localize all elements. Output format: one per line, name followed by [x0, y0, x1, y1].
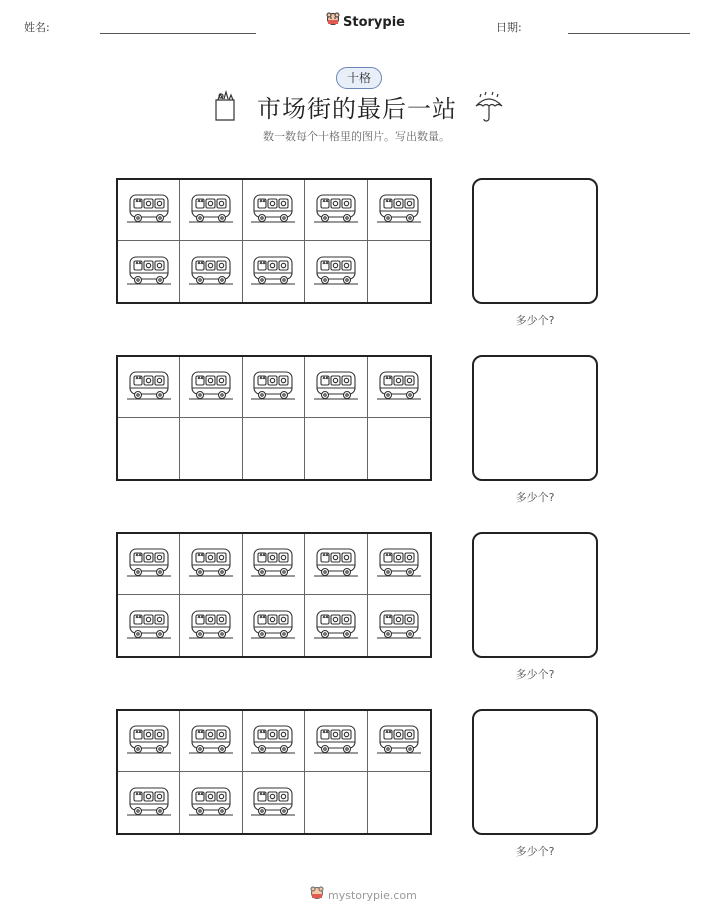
bus-icon: [251, 722, 295, 760]
ten-frame-cell: [305, 772, 367, 833]
bus-icon: [377, 545, 421, 583]
ten-frame-cell: [368, 711, 430, 772]
bus-icon: [127, 722, 171, 760]
ten-frame-cell: [305, 418, 367, 479]
ten-frame-cell: [243, 595, 305, 656]
ten-frame: [116, 355, 432, 481]
ten-frame-cell: [180, 418, 242, 479]
umbrella-icon: [473, 90, 505, 128]
ten-frame-cell: [180, 180, 242, 241]
ten-frame: [116, 709, 432, 835]
ten-frame-cell: [368, 241, 430, 302]
bus-icon: [127, 784, 171, 822]
ten-frame-cell: [305, 241, 367, 302]
ten-frame-cell: [118, 180, 180, 241]
ten-frame-cell: [368, 357, 430, 418]
answer-box[interactable]: [472, 709, 598, 835]
ten-frame-cell: [243, 180, 305, 241]
bus-icon: [251, 784, 295, 822]
mascot-icon: [326, 12, 340, 32]
ten-frame-cell: [243, 534, 305, 595]
how-many-label: 多少个?: [515, 314, 555, 327]
ten-frame-cell: [118, 772, 180, 833]
ten-frame-cell: [368, 772, 430, 833]
bus-icon: [314, 368, 358, 406]
ten-frame-cell: [305, 534, 367, 595]
ten-frame-cell: [243, 241, 305, 302]
bus-icon: [189, 253, 233, 291]
name-line[interactable]: [100, 33, 256, 34]
ten-frame-cell: [180, 534, 242, 595]
ten-frame-cell: [180, 357, 242, 418]
how-many-label: 多少个?: [515, 668, 555, 681]
bus-icon: [314, 545, 358, 583]
bus-icon: [127, 368, 171, 406]
page-title: 市场街的最后一站: [257, 95, 457, 123]
bus-icon: [189, 191, 233, 229]
bus-icon: [127, 253, 171, 291]
ten-frame-cell: [243, 711, 305, 772]
instructions: 数一数每个十格里的图片。写出数量。: [263, 130, 450, 143]
ten-frame-cell: [368, 180, 430, 241]
date-label: 日期:: [496, 21, 522, 34]
ten-frame-cell: [118, 357, 180, 418]
bus-icon: [127, 545, 171, 583]
ten-frame-cell: [118, 534, 180, 595]
footer: [310, 886, 417, 905]
ten-frame-cell: [305, 357, 367, 418]
bus-icon: [314, 722, 358, 760]
ten-frame-cell: [118, 711, 180, 772]
grocery-bag-icon: [212, 90, 238, 126]
ten-frame: [116, 178, 432, 304]
ten-frame-cell: [243, 357, 305, 418]
bus-icon: [189, 545, 233, 583]
brand-logo: [326, 12, 405, 32]
bus-icon: [189, 722, 233, 760]
bus-icon: [127, 191, 171, 229]
mascot-icon: [310, 886, 324, 905]
ten-frame-cell: [180, 772, 242, 833]
answer-box[interactable]: [472, 178, 598, 304]
ten-frame: [116, 532, 432, 658]
bus-icon: [251, 607, 295, 645]
answer-box[interactable]: [472, 355, 598, 481]
ten-frame-cell: [305, 711, 367, 772]
how-many-label: 多少个?: [515, 845, 555, 858]
how-many-label: 多少个?: [515, 491, 555, 504]
bus-icon: [314, 191, 358, 229]
ten-frame-cell: [180, 595, 242, 656]
ten-frame-cell: [180, 711, 242, 772]
bus-icon: [189, 607, 233, 645]
ten-frame-cell: [180, 241, 242, 302]
ten-frame-cell: [368, 418, 430, 479]
date-line[interactable]: [568, 33, 690, 34]
bus-icon: [127, 607, 171, 645]
ten-frame-cell: [118, 418, 180, 479]
bus-icon: [251, 191, 295, 229]
ten-frame-cell: [305, 180, 367, 241]
bus-icon: [189, 784, 233, 822]
ten-frame-cell: [305, 595, 367, 656]
footer-url[interactable]: mystorypie.com: [328, 889, 417, 902]
bus-icon: [377, 191, 421, 229]
bus-icon: [251, 545, 295, 583]
ten-frame-cell: [368, 534, 430, 595]
brand-name: Storypie: [343, 14, 405, 30]
bus-icon: [314, 253, 358, 291]
ten-frame-cell: [243, 418, 305, 479]
bus-icon: [314, 607, 358, 645]
bus-icon: [377, 607, 421, 645]
bus-icon: [251, 368, 295, 406]
bus-icon: [377, 722, 421, 760]
bus-icon: [377, 368, 421, 406]
ten-frame-cell: [118, 241, 180, 302]
bus-icon: [189, 368, 233, 406]
name-label: 姓名:: [24, 21, 50, 34]
ten-frame-tag: 十格: [336, 67, 382, 89]
bus-icon: [251, 253, 295, 291]
ten-frame-cell: [118, 595, 180, 656]
ten-frame-cell: [368, 595, 430, 656]
ten-frame-cell: [243, 772, 305, 833]
answer-box[interactable]: [472, 532, 598, 658]
